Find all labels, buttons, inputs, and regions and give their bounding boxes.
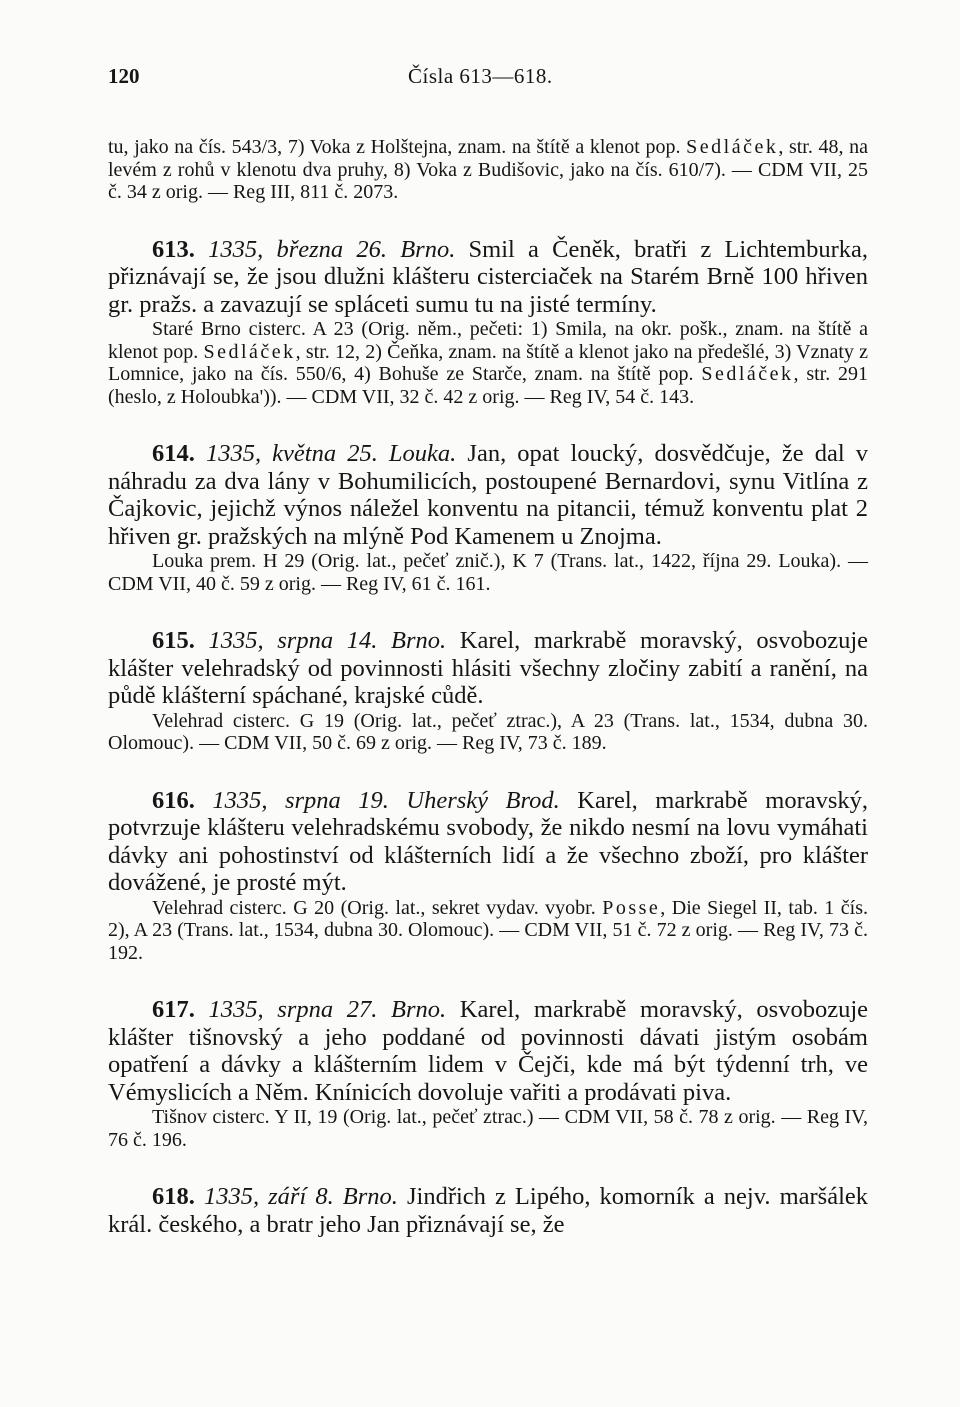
entry-regest-text: Karel, markrabě moravský, potvrzuje klášteru velehradskému svobody, že nikdo nesmí na lovu vymáhati dávky ani pohostinství od klášterních lidí a že všechno zboží, pro klášter dovážené, je prosté mýt. (108, 786, 869, 896)
entry-regest-text: Smil a Čeněk, bratři z Lichtemburka, přiznávají se, že jsou dlužni klášteru cisterciaček na Starém Brně 100 hřiven gr. pražs. a zavazují se spláceti sumu tu na jisté termíny. (108, 235, 868, 318)
page-body (108, 136, 868, 1238)
entry-number: 614. (152, 440, 195, 467)
entry-note (108, 897, 868, 965)
continuation-text-a: tu, jako na čís. 543/3, 7) Voka z Holštejna, znam. na štítě a klenot pop. (108, 136, 681, 158)
entry-regest (108, 236, 868, 319)
entry-number: 616. (152, 786, 195, 814)
entry-number: 615. (152, 627, 195, 654)
entry-regest (108, 440, 868, 550)
entry-date: 1335, srpna 14. Brno. (208, 627, 447, 654)
entry-regest (108, 627, 868, 710)
entry-note-spaced-1: Posse (602, 896, 661, 919)
entry-note: Tišnov cisterc. Y II, 19 (Orig. lat., pečeť ztrac.) — CDM VII, 58 č. 78 z orig. — Reg IV, 76 č. 196. (108, 1106, 868, 1151)
entry-date: 1335, května 25. Louka. (205, 440, 457, 467)
entry-regest (108, 787, 868, 897)
entry-number: 617. (152, 996, 195, 1023)
continuation-text-b: , str. 48, na levém z rohů v klenotu dva pruhy, 8) Voka z Budišovic, jako na čís. 610/7). — CDM VII, 25 č. 34 z orig. — Reg III, 811 č. 2073. (108, 136, 869, 203)
entry-note-b: , Die Siegel II, tab. 1 čís. 2), A 23 (Trans. lat., 1534, dubna 30. Olomouc). — CDM VII, 51 č. 72 z orig. — Reg IV, 73 č. 192. (108, 896, 869, 964)
entry-regest (108, 1183, 868, 1238)
entry-regest-text: Karel, markrabě moravský, osvobozuje klášter velehradský od povinnosti hlásiti všechny zločiny zabití a ranění, na půdě klášterní spáchané, krajské cůdě. (108, 627, 869, 709)
continuation-paragraph (108, 136, 868, 204)
entry-number: 618. (152, 1183, 195, 1210)
entry-617 (108, 996, 868, 1151)
entry-note: Louka prem. H 29 (Orig. lat., pečeť znič.), K 7 (Trans. lat., 1422, října 29. Louka). — CDM VII, 40 č. 59 z orig. — Reg IV, 61 č. 161. (108, 550, 868, 595)
entry-regest-text: Jindřich z Lipého, komorník a nejv. maršálek král. českého, a bratr jeho Jan přiznávají se, že (108, 1183, 869, 1238)
running-head: Čísla 613—618. (408, 64, 553, 88)
entry-date: 1335, srpna 27. Brno. (208, 996, 447, 1023)
entry-613 (108, 236, 868, 409)
entry-date: 1335, srpna 19. Uherský Brod. (212, 786, 560, 814)
entry-note-c: , str. 291 (heslo, z Holoubka')). — CDM VII, 32 č. 42 z orig. — Reg IV, 54 č. 143. (108, 363, 869, 408)
entry-regest-text: Karel, markrabě moravský, osvobozuje klášter tišnovský a jeho poddané od povinnosti dávati jistým osobám opatření a dávky a klášterním lidem v Čejči, kde má být týdenní trh, ve Vémyslicích a Něm. Knínicích dovoluje vařiti a prodávati piva. (108, 996, 869, 1106)
entry-618 (108, 1183, 868, 1238)
entry-615 (108, 627, 868, 755)
page-number: 120 (108, 64, 140, 88)
entry-note-spaced-2: Sedláček (701, 363, 794, 385)
entry-regest-text: Jan, opat loucký, dosvědčuje, že dal v náhradu za dva lány v Bohumilicích, postoupené Bernardovi, synu Vitlína z Čajkovic, jejichž výnos náležel konventu na pitancii, témuž konventu plat 2 hřiven gr. pražských na mlýně Pod Kamenem u Znojma. (108, 440, 869, 550)
entry-number: 613. (152, 235, 195, 263)
entry-note-a: Velehrad cisterc. G 20 (Orig. lat., sekret vydav. vyobr. (152, 896, 596, 919)
entry-note (108, 318, 868, 408)
entry-note-b: , str. 12, 2) Čeňka, znam. na štítě a klenot jako na předešlé, 3) Vznaty z Lomnice, jako na čís. 550/6, 4) Bohuše ze Starče, znam. na štítě pop. (108, 340, 869, 385)
entry-note-a: Staré Brno cisterc. A 23 (Orig. něm., pečeti: 1) Smila, na okr. pošk., znam. na štítě a klenot pop. (108, 318, 868, 363)
entry-note: Velehrad cisterc. G 19 (Orig. lat., pečeť ztrac.), A 23 (Trans. lat., 1534, dubna 30. Olomouc). — CDM VII, 50 č. 69 z orig. — Reg IV, 73 č. 189. (108, 709, 868, 754)
entry-616 (108, 787, 868, 965)
page-header (108, 64, 864, 98)
entry-date: 1335, března 26. Brno. (208, 235, 456, 263)
continuation-spaced-name: Sedláček (686, 136, 779, 158)
entry-614 (108, 440, 868, 595)
entry-date: 1335, září 8. Brno. (203, 1183, 398, 1210)
entry-note-spaced-1: Sedláček (203, 340, 296, 363)
entry-regest (108, 996, 868, 1106)
